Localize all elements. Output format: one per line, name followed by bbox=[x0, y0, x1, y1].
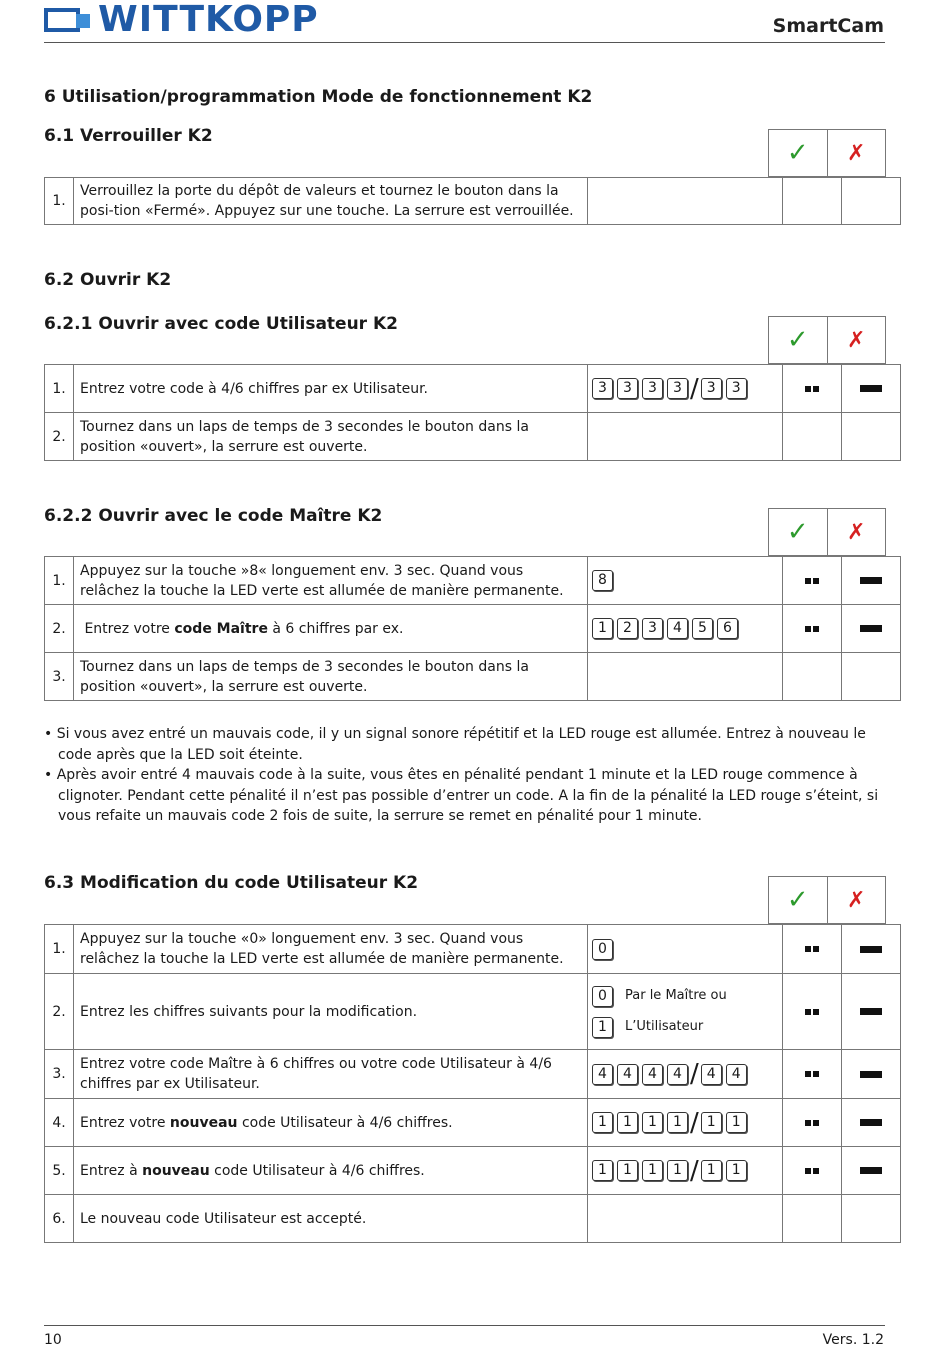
led-green-short-blink bbox=[783, 1050, 842, 1099]
keypad-key: 4 bbox=[592, 1064, 613, 1085]
step-number: 4. bbox=[45, 1099, 74, 1147]
check-icon: ✓ bbox=[786, 325, 809, 355]
keypad-key: 3 bbox=[667, 378, 688, 399]
key-label: L’Utilisateur bbox=[625, 1019, 704, 1034]
brand-name: SmartCam bbox=[772, 15, 884, 37]
keypad-key: 1 bbox=[667, 1112, 688, 1133]
step-keys bbox=[588, 1147, 783, 1195]
steps-table-6-2-2 bbox=[44, 556, 901, 701]
table-row bbox=[45, 1099, 901, 1147]
section-6-title: 6 Utilisation/programmation Mode de fonctionnement K2 bbox=[44, 87, 593, 107]
step-keys bbox=[588, 1050, 783, 1099]
step-text: Entrez votre nouveau code Utilisateur à 4/6 chiffres. bbox=[74, 1099, 588, 1147]
table-row bbox=[45, 653, 901, 701]
section-6-2-2-title: 6.2.2 Ouvrir avec le code Maître K2 bbox=[44, 506, 383, 526]
step-keys bbox=[588, 925, 783, 974]
led-green-short-blink bbox=[783, 605, 842, 653]
step-text: Entrez votre code Maître à 6 chiffres ou votre code Utilisateur à 4/6 chiffres par ex Utilisateur. bbox=[74, 1050, 588, 1099]
keypad-key: 4 bbox=[642, 1064, 663, 1085]
keypad-key: 5 bbox=[692, 618, 713, 639]
slash-separator: / bbox=[690, 1107, 699, 1138]
led-red-long bbox=[842, 605, 901, 653]
led-red-long bbox=[842, 365, 901, 413]
keypad-key: 2 bbox=[617, 618, 638, 639]
keypad-key: 8 bbox=[592, 570, 613, 591]
step-number: 3. bbox=[45, 1050, 74, 1099]
logo-text: WITTKOPP bbox=[98, 0, 319, 40]
logo-mark bbox=[44, 8, 80, 32]
step-keys bbox=[588, 1099, 783, 1147]
steps-table-6-2-1 bbox=[44, 364, 901, 461]
step-text: Tournez dans un laps de temps de 3 secondes le bouton dans la position «ouvert», la serrure est ouverte. bbox=[74, 653, 588, 701]
step-number: 2. bbox=[45, 605, 74, 653]
check-icon: ✓ bbox=[786, 885, 809, 915]
keypad-key: 3 bbox=[726, 378, 747, 399]
keypad-key: 1 bbox=[701, 1160, 722, 1181]
slash-separator: / bbox=[690, 373, 699, 404]
step-keys bbox=[588, 557, 783, 605]
notes bbox=[44, 724, 884, 827]
status-header bbox=[768, 508, 886, 556]
led-green-short-blink bbox=[783, 1099, 842, 1147]
check-icon: ✓ bbox=[786, 517, 809, 547]
step-number: 1. bbox=[45, 925, 74, 974]
step-number: 1. bbox=[45, 178, 74, 225]
step-text: Entrez votre code à 4/6 chiffres par ex Utilisateur. bbox=[74, 365, 588, 413]
keypad-key: 0 bbox=[592, 986, 613, 1007]
keypad-key: 1 bbox=[617, 1112, 638, 1133]
keypad-key: 4 bbox=[726, 1064, 747, 1085]
step-keys bbox=[588, 365, 783, 413]
step-keys bbox=[588, 1195, 783, 1243]
status-header bbox=[768, 316, 886, 364]
keypad-key: 3 bbox=[701, 378, 722, 399]
cross-cell bbox=[842, 413, 901, 461]
step-keys bbox=[588, 653, 783, 701]
keypad-key: 1 bbox=[701, 1112, 722, 1133]
step-text: Entrez votre code Maître à 6 chiffres par ex. bbox=[74, 605, 588, 653]
keypad-key: 4 bbox=[667, 618, 688, 639]
footer-divider bbox=[44, 1325, 885, 1326]
step-text: Appuyez sur la touche «0» longuement env. 3 sec. Quand vous relâchez la touche la LED verte est allumée de manière permanente. bbox=[74, 925, 588, 974]
cross-cell bbox=[842, 653, 901, 701]
status-header bbox=[768, 876, 886, 924]
note-item: • Après avoir entré 4 mauvais code à la suite, vous êtes en pénalité pendant 1 minute et la LED rouge commence à clignoter. Pendant cette pénalité il n’est pas possible d’entrer un code. A la fin de la pénalité la LED rouge s’éteint, si vous refaite un mauvais code 2 fois de suite, la serrure se remet en pénalité pour 1 minute. bbox=[44, 767, 879, 824]
key-label: Par le Maître ou bbox=[625, 988, 727, 1003]
table-row bbox=[45, 1050, 901, 1099]
section-6-1-title: 6.1 Verrouiller K2 bbox=[44, 126, 213, 146]
step-number: 3. bbox=[45, 653, 74, 701]
keypad-key: 3 bbox=[642, 378, 663, 399]
table-row bbox=[45, 557, 901, 605]
step-text: Entrez à nouveau code Utilisateur à 4/6 chiffres. bbox=[74, 1147, 588, 1195]
header-divider bbox=[44, 42, 885, 43]
led-red-long bbox=[842, 557, 901, 605]
step-number: 5. bbox=[45, 1147, 74, 1195]
slash-separator: / bbox=[690, 1155, 699, 1186]
keypad-key: 1 bbox=[592, 1112, 613, 1133]
steps-table-6-3 bbox=[44, 924, 901, 1243]
keypad-key: 1 bbox=[667, 1160, 688, 1181]
table-row bbox=[45, 1147, 901, 1195]
keypad-key: 4 bbox=[701, 1064, 722, 1085]
led-green-short-blink bbox=[783, 1147, 842, 1195]
step-text: Le nouveau code Utilisateur est accepté. bbox=[74, 1195, 588, 1243]
step-number: 1. bbox=[45, 365, 74, 413]
keypad-key: 1 bbox=[592, 618, 613, 639]
keypad-key: 1 bbox=[726, 1112, 747, 1133]
led-red-long bbox=[842, 925, 901, 974]
table-row bbox=[45, 1195, 901, 1243]
cross-icon: ✗ bbox=[827, 130, 886, 176]
check-cell bbox=[783, 178, 842, 225]
step-text: Verrouillez la porte du dépôt de valeurs et tournez le bouton dans la posi-tion «Fermé». Appuyez sur une touche. La serrure est verrouillée. bbox=[74, 178, 588, 225]
cross-cell bbox=[842, 1195, 901, 1243]
check-cell bbox=[783, 1195, 842, 1243]
keypad-key: 1 bbox=[642, 1160, 663, 1181]
keypad-key: 4 bbox=[667, 1064, 688, 1085]
table-row bbox=[45, 365, 901, 413]
step-text: Tournez dans un laps de temps de 3 secondes le bouton dans la position «ouvert», la serrure est ouverte. bbox=[74, 413, 588, 461]
cross-icon: ✗ bbox=[827, 877, 886, 923]
cross-icon: ✗ bbox=[827, 509, 886, 555]
keypad-key: 6 bbox=[717, 618, 738, 639]
keypad-key: 0 bbox=[592, 939, 613, 960]
keypad-key: 3 bbox=[592, 378, 613, 399]
check-cell bbox=[783, 413, 842, 461]
led-red-long bbox=[842, 1099, 901, 1147]
steps-table-6-1 bbox=[44, 177, 901, 225]
step-number: 2. bbox=[45, 413, 74, 461]
keypad-key: 1 bbox=[592, 1160, 613, 1181]
section-6-2-title: 6.2 Ouvrir K2 bbox=[44, 270, 172, 290]
led-red-long bbox=[842, 1050, 901, 1099]
step-keys bbox=[588, 178, 783, 225]
keypad-key: 3 bbox=[642, 618, 663, 639]
table-row bbox=[45, 605, 901, 653]
table-row bbox=[45, 925, 901, 974]
cross-icon: ✗ bbox=[827, 317, 886, 363]
step-number: 6. bbox=[45, 1195, 74, 1243]
keypad-key: 3 bbox=[617, 378, 638, 399]
step-number: 2. bbox=[45, 974, 74, 1050]
led-green-short-blink bbox=[783, 974, 842, 1050]
led-green-short-blink bbox=[783, 365, 842, 413]
section-6-3-title: 6.3 Modification du code Utilisateur K2 bbox=[44, 873, 419, 893]
step-text: Entrez les chiffres suivants pour la modification. bbox=[74, 974, 588, 1050]
page-number: 10 bbox=[44, 1332, 62, 1348]
led-green-short-blink bbox=[783, 925, 842, 974]
keypad-key: 4 bbox=[617, 1064, 638, 1085]
table-row bbox=[45, 178, 901, 225]
status-header bbox=[768, 129, 886, 177]
keypad-key: 1 bbox=[642, 1112, 663, 1133]
note-item: • Si vous avez entré un mauvais code, il y un signal sonore répétitif et la LED rouge est allumée. Entrez à nouveau le code après que la LED soit éteinte. bbox=[44, 726, 866, 763]
version-label: Vers. 1.2 bbox=[822, 1332, 884, 1348]
check-cell bbox=[783, 653, 842, 701]
step-number: 1. bbox=[45, 557, 74, 605]
check-icon: ✓ bbox=[786, 138, 809, 168]
led-green-short-blink bbox=[783, 557, 842, 605]
keypad-key: 1 bbox=[592, 1017, 613, 1038]
led-red-long bbox=[842, 974, 901, 1050]
table-row bbox=[45, 974, 901, 1050]
step-keys bbox=[588, 605, 783, 653]
keypad-key: 1 bbox=[726, 1160, 747, 1181]
cross-cell bbox=[842, 178, 901, 225]
slash-separator: / bbox=[690, 1059, 699, 1089]
led-red-long bbox=[842, 1147, 901, 1195]
table-row bbox=[45, 413, 901, 461]
section-6-2-1-title: 6.2.1 Ouvrir avec code Utilisateur K2 bbox=[44, 314, 398, 334]
step-text: Appuyez sur la touche »8« longuement env. 3 sec. Quand vous relâchez la touche la LED verte est allumée de manière permanente. bbox=[74, 557, 588, 605]
step-keys bbox=[588, 974, 783, 1050]
step-keys bbox=[588, 413, 783, 461]
keypad-key: 1 bbox=[617, 1160, 638, 1181]
